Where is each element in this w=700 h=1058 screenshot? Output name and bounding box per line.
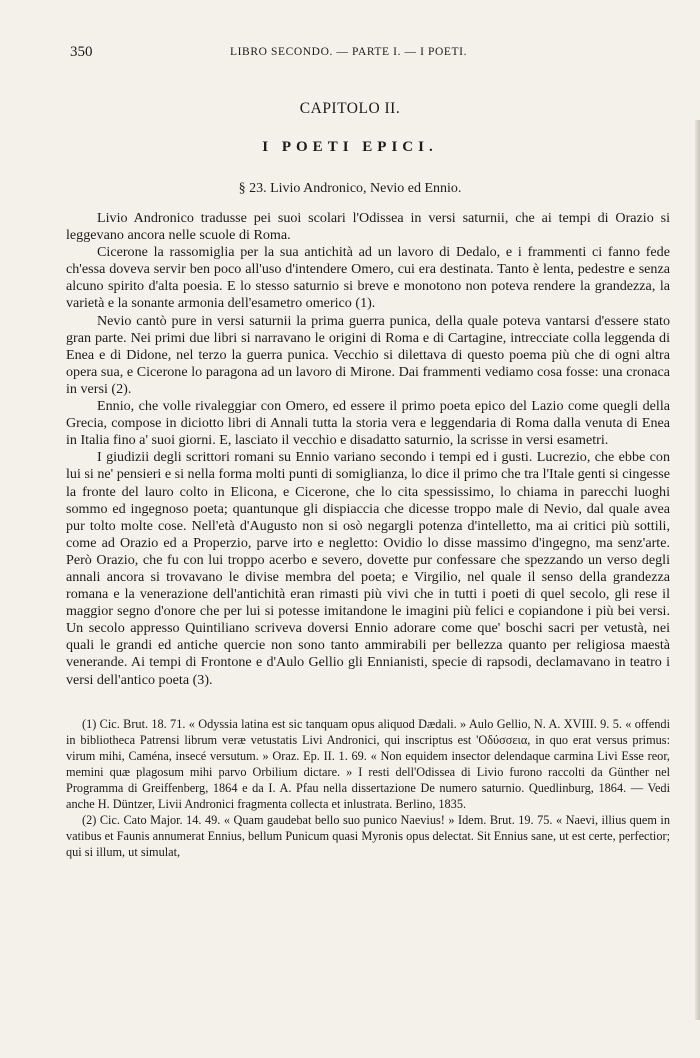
body-text (66, 210, 670, 689)
paragraph: Cicerone la rassomiglia per la sua antichità ad un lavoro di Dedalo, e i frammenti ci fanno fede ch'essa doveva servir ben poco all'uso d'intendere Omero, cui era destinata. Tanto è lenta, pedestre e senza alcuno spirito d'alta poesia. E lo stesso saturnio si breve e monotono non poteva rendere la grandezza, la varietà e la sonante armonia dell'esametro omerico (1). (66, 244, 670, 312)
page-edge-shadow (695, 120, 700, 1020)
page-number: 350 (70, 44, 93, 60)
chapter-heading: CAPITOLO II. (299, 100, 401, 117)
paragraph: Nevio cantò pure in versi saturnii la prima guerra punica, della quale poteva vantarsi d'essere stato gran parte. Nei primi due libri si narravano le origini di Roma e di Cartagine, intrecciate colla leggenda di Enea e di Didone, nel terzo la guerra punica. Vecchio si dilettava di questo poema più che di ogni altra opera sua, e Cicerone lo paragona ad un lavoro di Mirone. Dai frammenti vediamo cosa fosse: una cronaca in versi (2). (66, 312, 670, 397)
footnote: (2) Cic. Cato Major. 14. 49. « Quam gaudebat bello suo punico Naevius! » Idem. Brut. 19. 75. « Naevi, illius quem in vatibus et Faunis annumerat Ennius, bellum Punicum quasi Myronis opus delectat. Sit Ennius sane, ut est certe, perfectior; qui si illum, ut simulat, (66, 813, 670, 859)
subsection-heading: § 23. Livio Andronico, Nevio ed Ennio. (238, 181, 462, 196)
running-head: LIBRO SECONDO. — PARTE I. — I POETI. (230, 46, 468, 58)
paragraph: I giudizii degli scrittori romani su Ennio variano secondo i tempi ed i gusti. Lucrezio, che ebbe con lui si ne' pensieri e si nella forma molti punti di somiglianza, lo dice il primo che tra l'Itale genti si cingesse la fronte del lauro colto in Elicona, e Cicerone, che lo cita spessissimo, lo chiama in parecchi luoghi sommo ed ingegnoso poeta; quantunque gli dispiaccia che dicesse troppo male di Nevio, dal quale avea pur tolto molte cose. Nell'età d'Augusto non si osò negargli potenza d'intelletto, ma ai critici più sottili, come ad Orazio ed a Properzio, parve irto e negletto: Ovidio lo disse massimo d'ingegno, ma senz'arte. Però Orazio, che fu con lui troppo acerbo e severo, dovette pur confessare che spezzando un verso degli annali ancora si trovavano le divise membra del poeta; e Virgilio, nel quale il senso della grandezza romana e la venerazione dell'antichità eran rimasti più vivi che in tutti i poeti di quel secolo, gli rese il maggior segno d'onore che per lui si potesse imitandone le imagini più felici e copiandone i più bei versi. Un secolo appresso Quintiliano scriveva doversi Ennio adorare come que' boschi sacri per vetustà, nei quali le grandi ed antiche quercie non sono tanto ammirabili per bellezza quanto per religiosa maestà venerande. Ai tempi di Frontone e d'Aulo Gellio gli Ennianisti, specie di rapsodi, declamavano in teatro i versi dell'antico poeta (3). (66, 449, 670, 688)
paragraph: Livio Andronico tradusse pei suoi scolari l'Odissea in versi saturnii, che ai tempi di Orazio si leggevano ancora nelle scuole di Roma. (66, 210, 670, 244)
footnotes (66, 716, 670, 860)
page-header (70, 44, 670, 64)
footnote: (1) Cic. Brut. 18. 71. « Odyssia latina est sic tanquam opus aliquod Dædali. » Aulo Gellio, N. A. XVIII. 9. 5. « offendi in bibliotheca Patrensi librum veræ vetustatis Livi Andronici, qui inscriptus est 'Οδύσσεια, in quo erat versus primus: virum mihi, Caména, insecé versutum. » Oraz. Ep. II. 1. 69. « Non equidem insector delendaque carmina Livi Esse reor, memini quæ plagosum mihi parvo Orbilium dictare. » I resti dell'Odissea di Livio furono raccolti da Günther nel Programma di Greiffenberg, 1864 e da I. A. Pfau nella dissertazione De numero saturnio. Quedlinburg, 1864. — Vedi anche H. Düntzer, Livii Andronici fragmenta collecta et inlustrata. Berlino, 1835. (66, 717, 670, 811)
paragraph: Ennio, che volle rivaleggiar con Omero, ed essere il primo poeta epico del Lazio come quegli della Grecia, compose in diciotto libri di Annali tutta la storia vera e leggendaria di Roma dalla venuta di Enea in Italia fino a' suoi giorni. E, lasciato il vecchio e disadatto saturnio, la scrisse in versi esametri. (66, 398, 670, 449)
section-title: I POETI EPICI. (262, 139, 438, 155)
